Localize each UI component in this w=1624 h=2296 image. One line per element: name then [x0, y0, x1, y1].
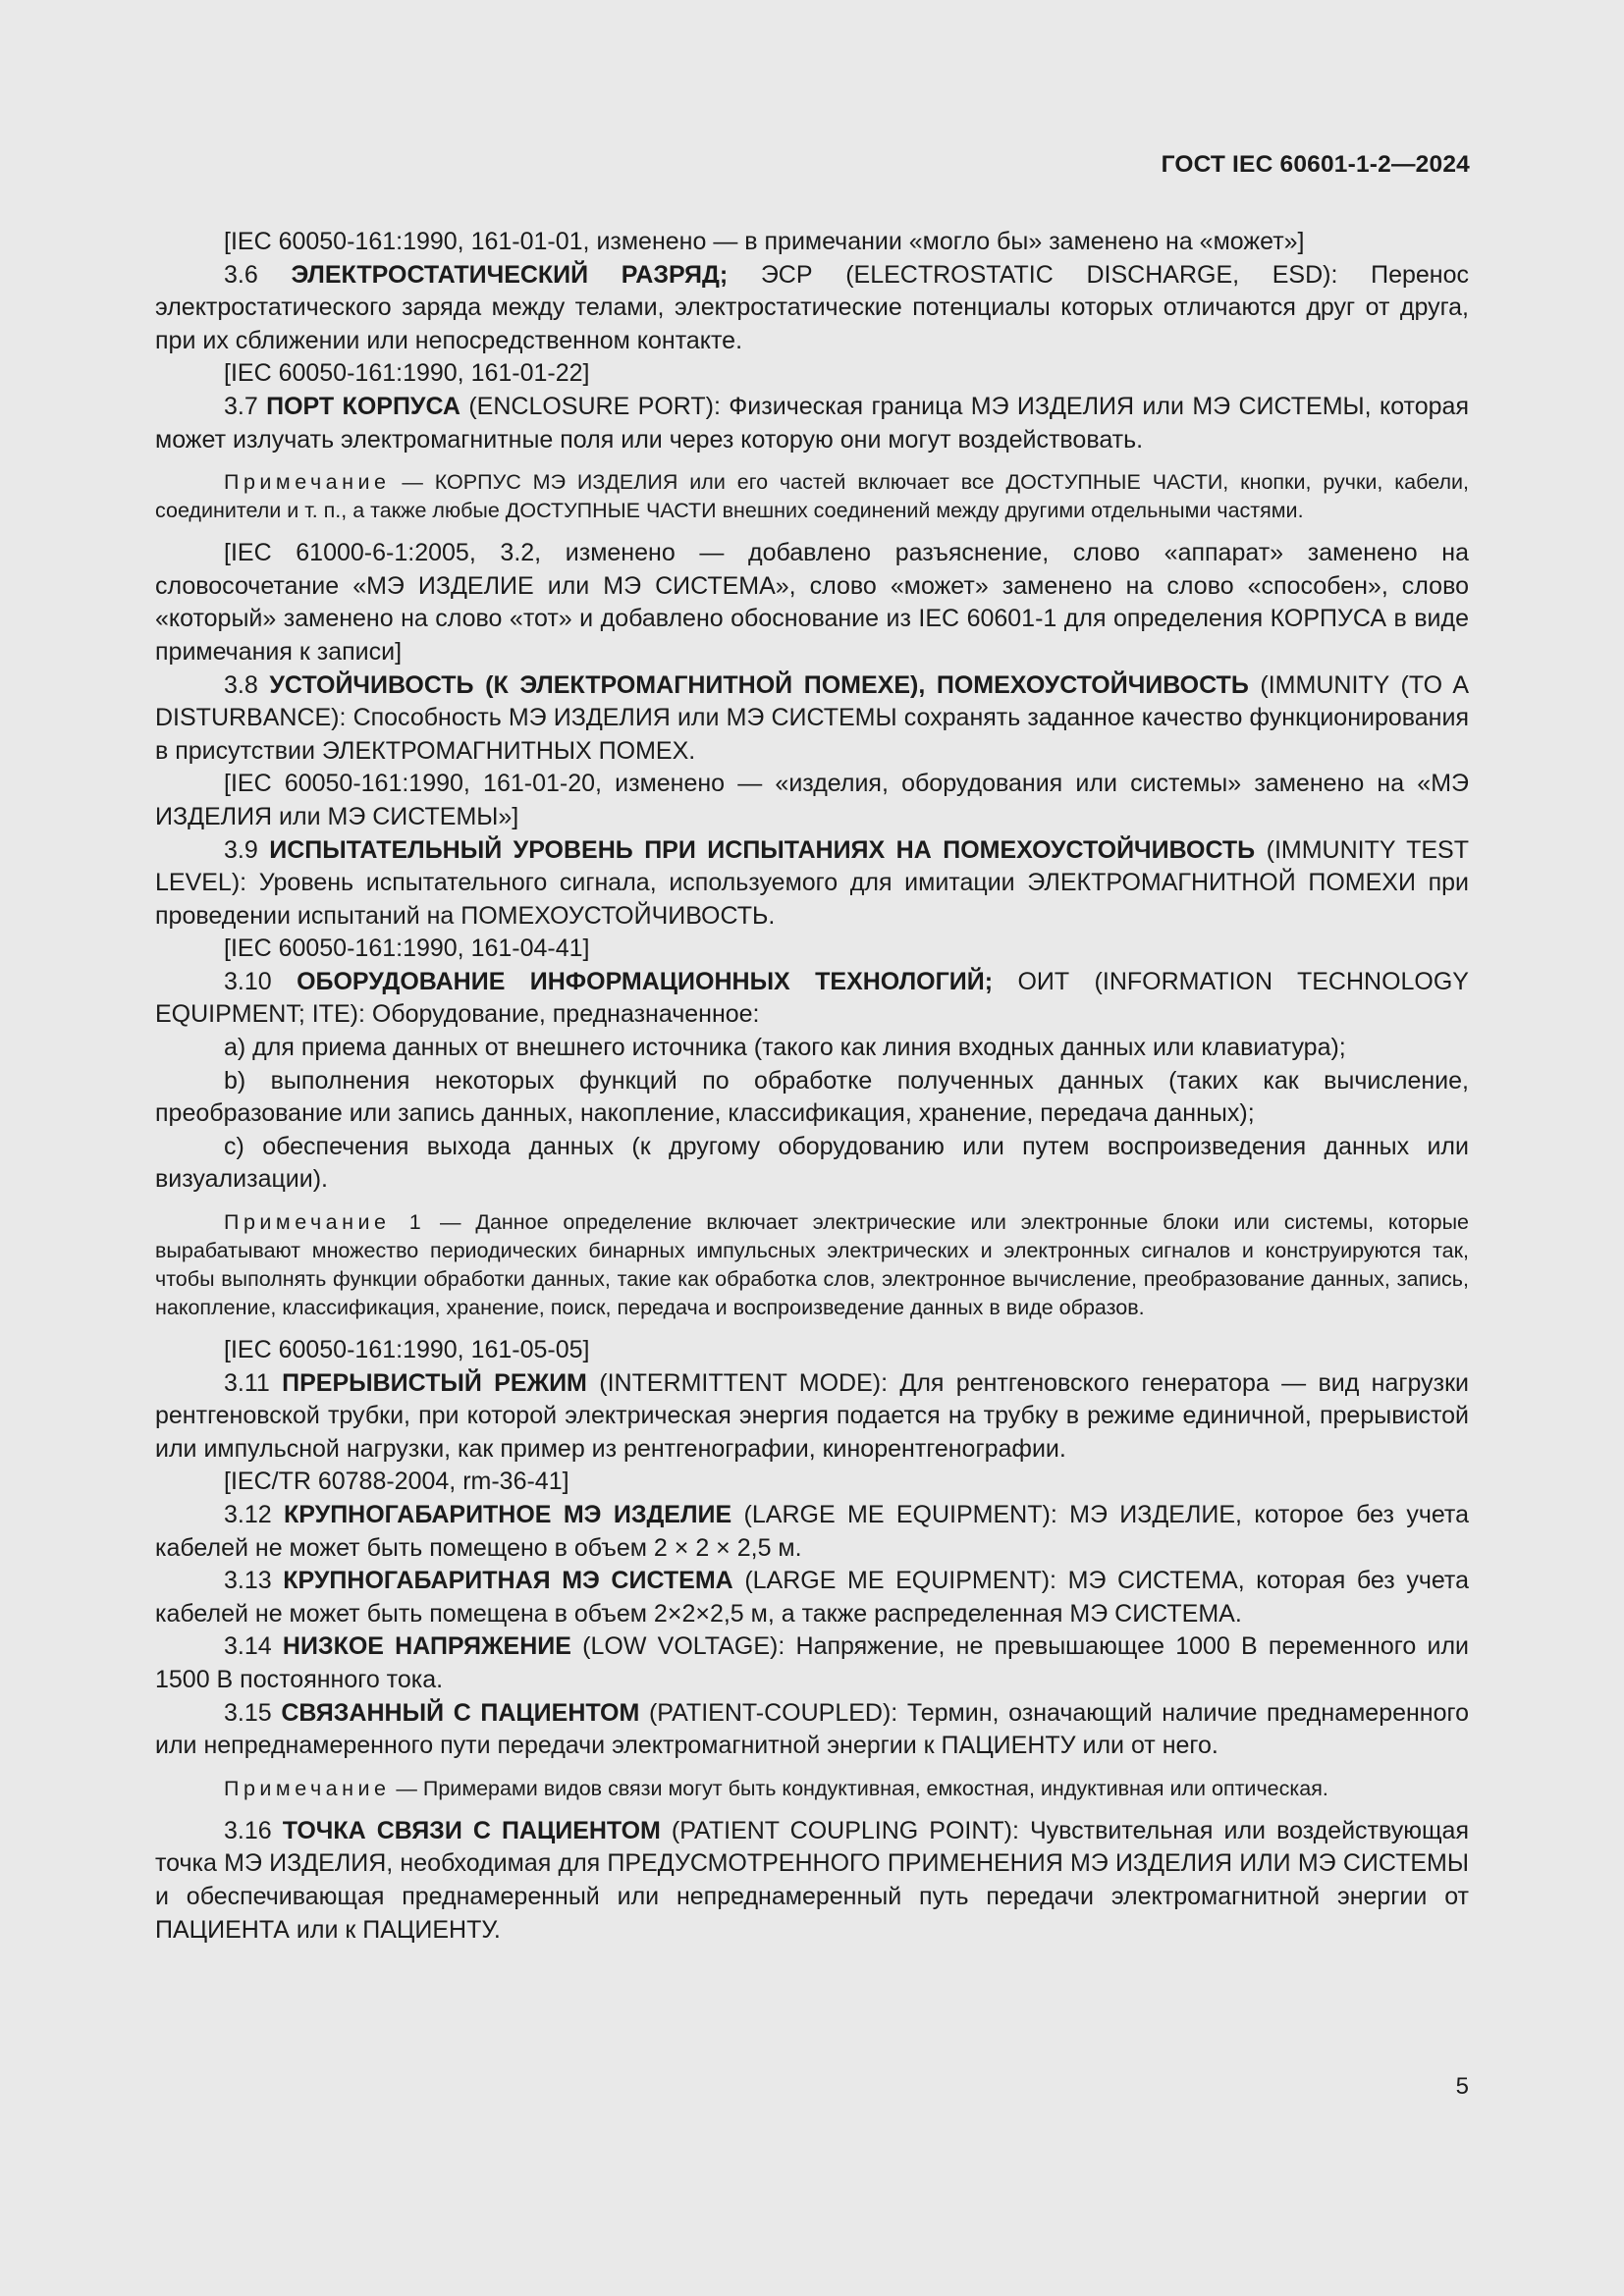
clause-number: 3.6	[224, 260, 292, 289]
definition-3-8	[155, 669, 1469, 769]
term: НИЗКОЕ НАПРЯЖЕНИЕ	[282, 1632, 571, 1661]
clause-number: 3.12	[224, 1501, 285, 1528]
reference-161-01-22: [IEC 60050-161:1990, 161-01-22]	[224, 359, 590, 388]
clause-number: 3.9	[224, 835, 270, 864]
definition-3-14	[155, 1630, 1469, 1696]
page-number: 5	[1455, 2073, 1469, 2100]
term: УСТОЙЧИВОСТЬ (К ЭЛЕКТРОМАГНИТНОЙ ПОМЕХЕ), ПОМЕХОУСТОЙЧИВОСТЬ	[269, 670, 1249, 699]
term: ИСПЫТАТЕЛЬНЫЙ УРОВЕНЬ ПРИ ИСПЫТАНИЯХ НА ПОМЕХОУСТОЙЧИВОСТЬ	[269, 835, 1256, 864]
clause-number: 3.11	[224, 1368, 283, 1397]
clause-number: 3.8	[224, 670, 270, 699]
note-text: — Примерами видов связи могут быть кондуктивная, емкостная, индуктивная или оптическая.	[390, 1776, 1328, 1800]
clause-number: 3.13	[224, 1567, 284, 1595]
term: ПРЕРЫВИСТЫЙ РЕЖИМ	[282, 1368, 587, 1397]
document-body	[155, 226, 1469, 1947]
definition-text: (LARGE ME EQUIPMENT): МЭ ИЗДЕЛИЕ, которое без учета кабелей не может быть помещено в объем 2 × 2 × 2,5 м.	[155, 1501, 1469, 1562]
term: ОБОРУДОВАНИЕ ИНФОРМАЦИОННЫХ ТЕХНОЛОГИЙ;	[297, 967, 994, 995]
reference-161-01-20: [IEC 60050-161:1990, 161-01-20, изменено — «изделия, оборудования или системы» заменено на «МЭ ИЗДЕЛИЯ или МЭ СИСТЕМЫ»]	[155, 770, 1469, 830]
term: СВЯЗАННЫЙ С ПАЦИЕНТОМ	[281, 1698, 640, 1727]
definition-text: ЭСР (ELECTROSTATIC DISCHARGE, ESD): Перенос электростатического заряда между телами, электростатические потенциалы которых отличаются друг от друга, при их сближении или непосредственном контакте.	[155, 260, 1470, 354]
list-item-a: a) для приема данных от внешнего источника (такого как линия входных данных или клавиатура);	[224, 1034, 1346, 1062]
reference-161-01-01: [IEC 60050-161:1990, 161-01-01, изменено — в примечании «могло бы» заменено на «может»]	[224, 228, 1305, 255]
definition-3-15	[155, 1697, 1469, 1763]
clause-number: 3.10	[224, 967, 298, 995]
clause-number: 3.15	[224, 1698, 282, 1727]
note-coupling	[155, 1775, 1469, 1803]
definition-3-13	[155, 1565, 1469, 1630]
note-ite	[155, 1208, 1469, 1322]
list-item-c: c) обеспечения выхода данных (к другому оборудованию или путем воспроизведения данных или визуализации).	[155, 1132, 1469, 1194]
reference-60788: [IEC/TR 60788-2004, rm-36-41]	[224, 1468, 569, 1496]
note-label: Примечание 1	[224, 1210, 426, 1235]
note-label: Примечание	[224, 470, 391, 495]
definition-text: (ENCLOSURE PORT): Физическая граница МЭ ИЗДЕЛИЯ или МЭ СИСТЕМЫ, которая может излучать электромагнитные поля или через которую они могут воздействовать.	[155, 392, 1469, 454]
reference-61000-6-1: [IEC 61000-6-1:2005, 3.2, изменено — добавлено разъяснение, слово «аппарат» заменено на словосочетание «МЭ ИЗДЕЛИЕ или МЭ СИСТЕМА», слово «может» заменено на слово «способен», слово «который» заменено на слово «тот» и добавлено обоснование из IEC 60601-1 для определения КОРПУСА в виде примечания к записи]	[155, 539, 1469, 666]
definition-text: (LOW VOLTAGE): Напряжение, не превышающее 1000 В переменного или 1500 В постоянного тока.	[155, 1632, 1470, 1693]
term: КРУПНОГАБАРИТНАЯ МЭ СИСТЕМА	[283, 1567, 733, 1595]
definition-3-12	[155, 1499, 1469, 1565]
definition-text: (PATIENT-COUPLED): Термин, означающий наличие преднамеренного или непреднамеренного пути передачи электромагнитной энергии к ПАЦИЕНТУ или от него.	[155, 1698, 1469, 1760]
definition-3-16	[155, 1815, 1469, 1947]
clause-number: 3.7	[224, 392, 267, 420]
definition-3-9	[155, 834, 1469, 934]
note-enclosure	[155, 468, 1469, 525]
definition-3-6	[155, 259, 1469, 358]
note-text: — КОРПУС МЭ ИЗДЕЛИЯ или его частей включает все ДОСТУПНЫЕ ЧАСТИ, кнопки, ручки, кабели, соединители и т. п., а также любые ДОСТУПНЫЕ ЧАСТИ внешних соединений между другими отдельными частями.	[155, 470, 1469, 523]
reference-161-04-41: [IEC 60050-161:1990, 161-04-41]	[224, 934, 590, 963]
definition-3-11	[155, 1367, 1469, 1467]
note-text: — Данное определение включает электрические или электронные блоки или системы, которые вырабатывают множество периодических бинарных импульсных электрических и электронных сигналов и конструируются так, чтобы выполнять функции обработки данных, такие как обработка слов, электронное вычисление, преобразование данных, запись, накопление, классификация, хранение, поиск, передача и воспроизведение данных в виде образов.	[155, 1210, 1469, 1320]
document-header: ГОСТ IEC 60601-1-2—2024	[1161, 151, 1470, 178]
note-label: Примечание	[224, 1776, 391, 1800]
definition-text: (PATIENT COUPLING POINT): Чувствительная или воздействующая точка МЭ ИЗДЕЛИЯ, необходимая для ПРЕДУСМОТРЕННОГО ПРИМЕНЕНИЯ МЭ ИЗДЕЛИЯ ИЛИ МЭ СИСТЕМЫ и обеспечивающая преднамеренный или непреднамеренный путь передачи электромагнитной энергии от ПАЦИЕНТА или к ПАЦИЕНТУ.	[155, 1816, 1470, 1944]
definition-text: ОИТ (INFORMATION TECHNOLOGY EQUIPMENT; ITE): Оборудование, предназначенное:	[155, 967, 1469, 1029]
definition-text: (IMMUNITY TEST LEVEL): Уровень испытательного сигнала, используемого для имитации ЭЛЕКТРОМАГНИТНОЙ ПОМЕХИ при проведении испытаний на ПОМЕХОУСТОЙЧИВОСТЬ.	[155, 835, 1470, 930]
definition-3-7	[155, 391, 1469, 456]
clause-number: 3.16	[224, 1816, 283, 1844]
term: ТОЧКА СВЯЗИ С ПАЦИЕНТОМ	[282, 1816, 661, 1844]
definition-text: (LARGE ME EQUIPMENT): МЭ СИСТЕМА, которая без учета кабелей не может быть помещена в объем 2×2×2,5 м, а также распределенная МЭ СИСТЕМА.	[155, 1567, 1469, 1628]
reference-161-05-05: [IEC 60050-161:1990, 161-05-05]	[224, 1336, 590, 1364]
definition-text: (IMMUNITY (TO A DISTURBANCE): Способность МЭ ИЗДЕЛИЯ или МЭ СИСТЕМЫ сохранять заданное качество функционирования в присутствии ЭЛЕКТРОМАГНИТНЫХ ПОМЕХ.	[155, 670, 1469, 765]
list-item-b: b) выполнения некоторых функций по обработке полученных данных (таких как вычисление, преобразование или запись данных, накопление, классификация, хранение, передача данных);	[155, 1066, 1469, 1128]
definition-3-10	[155, 966, 1469, 1032]
clause-number: 3.14	[224, 1632, 283, 1661]
term: КРУПНОГАБАРИТНОЕ МЭ ИЗДЕЛИЕ	[284, 1501, 732, 1528]
term: ЭЛЕКТРОСТАТИЧЕСКИЙ РАЗРЯД;	[291, 260, 729, 289]
term: ПОРТ КОРПУСА	[266, 392, 460, 420]
definition-text: (INTERMITTENT MODE): Для рентгеновского генератора — вид нагрузки рентгеновской трубки, при которой электрическая энергия подается на трубку в режиме единичной, прерывистой или импульсной нагрузки, как пример из рентгенографии, кинорентгенографии.	[155, 1368, 1469, 1463]
